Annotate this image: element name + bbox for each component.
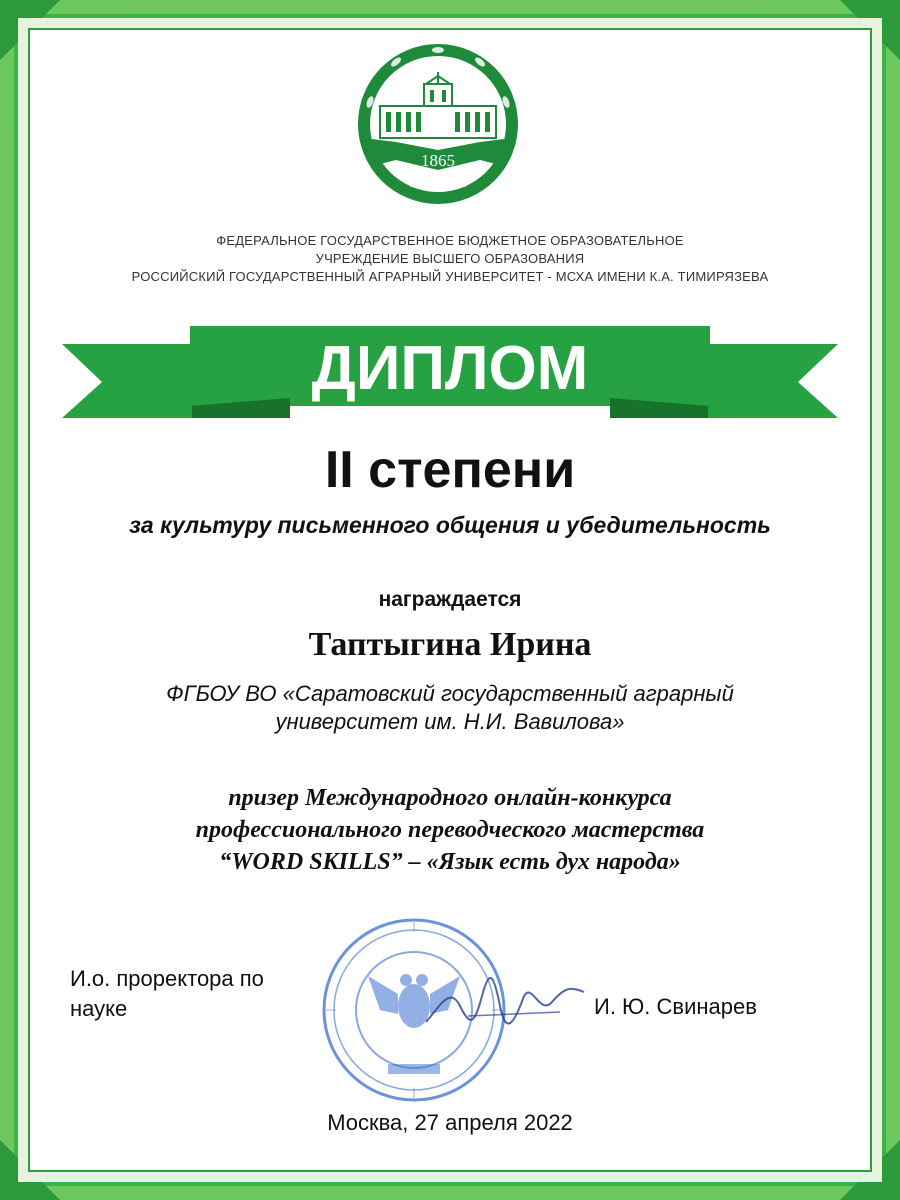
signer-name: И. Ю. Свинарев	[594, 994, 757, 1019]
award-subtitle: за культуру письменного общения и убедительность	[129, 512, 771, 538]
org-line-1: ФЕДЕРАЛЬНОЕ ГОСУДАРСТВЕННОЕ БЮДЖЕТНОЕ ОБРАЗОВАТЕЛЬНОЕ	[216, 233, 684, 248]
university-logo	[356, 42, 520, 206]
position-line-2: науке	[70, 996, 128, 1021]
degree-title: II степени	[324, 441, 576, 499]
institution-line-1: ФГБОУ ВО «Саратовский государственный аграрный	[166, 681, 734, 706]
logo-abbrev: РГАУ-МСХА	[409, 179, 467, 190]
diploma-banner	[62, 322, 838, 428]
logo-year: 1865	[421, 151, 455, 170]
recipient-name: Таптыгина Ирина	[308, 626, 592, 663]
institution-name	[80, 680, 820, 736]
prize-line-2: профессионального переводческого мастерства	[195, 817, 705, 843]
organization-name	[60, 232, 840, 286]
place-and-date: Москва, 27 апреля 2022	[327, 1110, 573, 1135]
handwritten-signature	[420, 966, 590, 1038]
org-line-3: РОССИЙСКИЙ ГОСУДАРСТВЕННЫЙ АГРАРНЫЙ УНИВЕРСИТЕТ - МСХА ИМЕНИ К.А. ТИМИРЯЗЕВА	[131, 269, 769, 284]
prize-line-1: призер Международного онлайн-конкурса	[228, 785, 672, 811]
signer-position	[70, 964, 330, 1024]
prize-line-3: “WORD SKILLS” – «Язык есть дух народа»	[219, 849, 681, 875]
banner-title: ДИПЛОМ	[311, 334, 589, 403]
institution-line-2: университет им. Н.И. Вавилова»	[275, 709, 625, 734]
prize-text	[80, 782, 820, 878]
position-line-1: И.о. проректора по	[70, 966, 264, 991]
org-line-2: УЧРЕЖДЕНИЕ ВЫСШЕГО ОБРАЗОВАНИЯ	[315, 251, 585, 266]
awarded-label: награждается	[378, 588, 522, 611]
